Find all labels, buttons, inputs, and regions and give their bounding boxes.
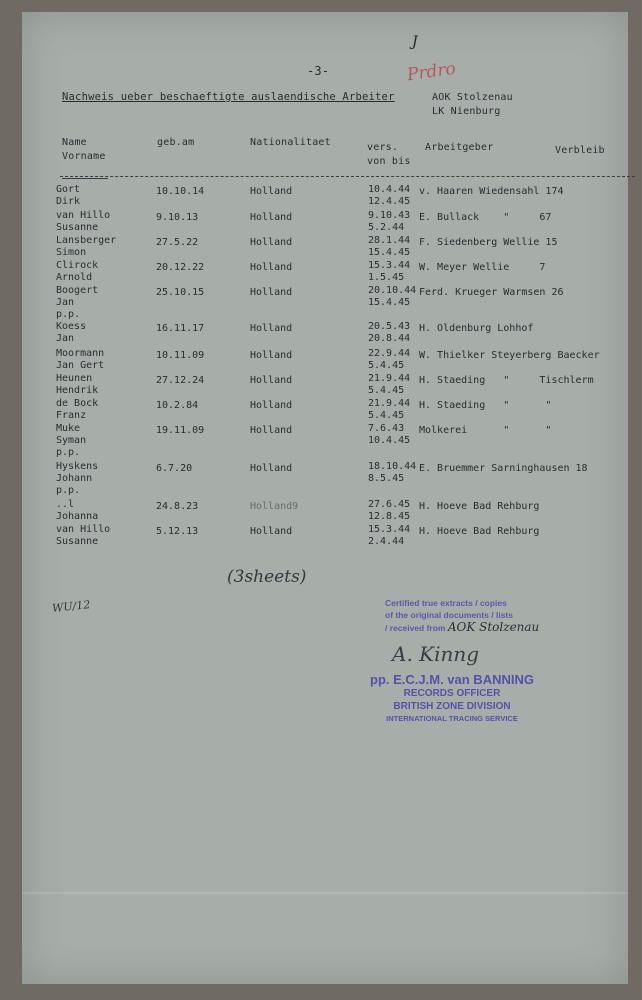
- header-dob: geb.am: [157, 137, 195, 148]
- issuer-line-1: AOK Stolzenau: [432, 92, 513, 103]
- nationality: Holland: [250, 186, 293, 197]
- employer: Ferd. Krueger Warmsen 26: [419, 287, 564, 298]
- date-to: 5.4.45: [368, 385, 405, 396]
- date-from: 20.10.44: [368, 285, 417, 296]
- header-location: Verbleib: [555, 145, 605, 156]
- surname: Koess: [56, 321, 87, 332]
- date-from: 7.6.43: [368, 423, 405, 434]
- employer: W. Meyer Wellie 7: [419, 262, 546, 273]
- birth-date: 10.11.09: [156, 350, 205, 361]
- birth-date: 5.12.13: [156, 526, 199, 537]
- date-to: 5.4.45: [368, 360, 405, 371]
- table-row: [22, 210, 628, 236]
- nationality: Holland: [250, 463, 293, 474]
- employment-dates: [368, 285, 416, 309]
- table-row: [22, 321, 628, 347]
- signature: A. Kinng: [392, 642, 480, 666]
- surname: Clirock: [56, 260, 99, 271]
- officer-name: pp. E.C.J.M. van BANNING: [370, 672, 534, 687]
- birth-date: 25.10.15: [156, 287, 205, 298]
- nationality: Holland: [250, 350, 293, 361]
- pp-note: p.p.: [56, 447, 81, 458]
- nationality: Holland: [250, 212, 293, 223]
- date-from: 15.3.44: [368, 524, 411, 535]
- first-name: Johann: [56, 473, 93, 484]
- birth-date: 27.12.24: [156, 375, 205, 386]
- employment-dates: [368, 373, 410, 397]
- employment-dates: [368, 499, 410, 523]
- birth-date: 10.10.14: [156, 186, 205, 197]
- date-from: 15.3.44: [368, 260, 411, 271]
- issuer-line-2: LK Nienburg: [432, 106, 501, 117]
- employer: H. Oldenburg Lohhof: [419, 323, 534, 334]
- initials-number: 12: [75, 598, 91, 613]
- header-name-label: Name: [62, 137, 87, 148]
- date-to: 20.8.44: [368, 333, 411, 344]
- employment-dates: [368, 321, 410, 345]
- employment-dates: [368, 461, 416, 485]
- employer: E. Bruemmer Sarninghausen 18: [419, 463, 588, 474]
- employer: W. Thielker Steyerberg Baecker: [419, 350, 600, 361]
- employment-dates: [368, 210, 410, 234]
- stamp-handwritten-source: AOK Stolzenau: [447, 620, 540, 634]
- birth-date: 27.5.22: [156, 237, 199, 248]
- employer: v. Haaren Wiedensahl 174: [419, 186, 564, 197]
- birth-date: 9.10.13: [156, 212, 199, 223]
- worker-name: [56, 461, 98, 497]
- date-from: 27.6.45: [368, 499, 411, 510]
- header-employer: Arbeitgeber: [425, 142, 494, 153]
- first-name: Susanne: [56, 536, 99, 547]
- header-underline: [62, 178, 108, 179]
- date-from: 21.9.44: [368, 373, 411, 384]
- date-to: 12.8.45: [368, 511, 411, 522]
- employment-dates: [368, 184, 410, 208]
- birth-date: 16.11.17: [156, 323, 205, 334]
- stamp-line-2: of the original documents / lists: [385, 610, 513, 620]
- surname: Heunen: [56, 373, 93, 384]
- worker-name: [56, 499, 98, 523]
- table-row: [22, 235, 628, 261]
- document-page: [22, 12, 628, 984]
- pen-tick-mark: J: [412, 34, 418, 50]
- header-dates-range-label: von bis: [367, 156, 411, 167]
- nationality: Holland: [250, 237, 293, 248]
- surname: Hyskens: [56, 461, 99, 472]
- officer-division: BRITISH ZONE DIVISION: [393, 701, 511, 712]
- first-name: Johanna: [56, 511, 99, 522]
- employer: H. Hoeve Bad Rehburg: [419, 526, 540, 537]
- birth-date: 10.2.84: [156, 400, 199, 411]
- officer-role: RECORDS OFFICER: [403, 688, 501, 699]
- worker-name: [56, 398, 98, 422]
- stamp-line-3: [385, 621, 539, 634]
- header-nationality: Nationalitaet: [250, 137, 331, 148]
- employer: H. Staeding " ": [419, 400, 552, 411]
- worker-name: [56, 524, 110, 548]
- surname: Muke: [56, 423, 81, 434]
- officer-stamp: [362, 672, 542, 723]
- employment-dates: [368, 423, 410, 447]
- nationality: Holland9: [250, 501, 299, 512]
- table-row: [22, 373, 628, 399]
- first-name: Simon: [56, 247, 87, 258]
- table-row: [22, 285, 628, 320]
- worker-name: [56, 321, 86, 345]
- header-firstname-label: Vorname: [62, 151, 106, 162]
- table-row: [22, 348, 628, 374]
- table-row: [22, 398, 628, 424]
- surname: de Bock: [56, 398, 99, 409]
- date-from: 20.5.43: [368, 321, 411, 332]
- table-row: [22, 461, 628, 496]
- date-to: 2.4.44: [368, 536, 405, 547]
- fold-crease: [22, 892, 628, 894]
- birth-date: 6.7.20: [156, 463, 193, 474]
- worker-name: [56, 184, 80, 208]
- worker-name: [56, 235, 116, 259]
- employer: E. Bullack " 67: [419, 212, 552, 223]
- stamp-line-3-prefix: / received from: [385, 623, 446, 633]
- date-from: 28.1.44: [368, 235, 411, 246]
- nationality: Holland: [250, 287, 293, 298]
- nationality: Holland: [250, 323, 293, 334]
- red-pencil-mark: Prdro: [405, 58, 457, 86]
- officer-service: INTERNATIONAL TRACING SERVICE: [386, 714, 518, 723]
- surname: van Hillo: [56, 524, 111, 535]
- birth-date: 19.11.09: [156, 425, 205, 436]
- date-to: 8.5.45: [368, 473, 405, 484]
- employment-dates: [368, 235, 410, 259]
- date-from: 18.10.44: [368, 461, 417, 472]
- surname: Boogert: [56, 285, 99, 296]
- header-dates-label: vers.: [367, 142, 399, 153]
- first-name: Jan: [56, 297, 75, 308]
- table-row: [22, 524, 628, 550]
- date-to: 15.4.45: [368, 247, 411, 258]
- header-dates: [367, 141, 411, 169]
- worker-name: [56, 260, 98, 284]
- worker-name: [56, 348, 104, 372]
- issuer-block: [432, 91, 513, 119]
- table-row: [22, 499, 628, 525]
- date-to: 5.4.45: [368, 410, 405, 421]
- worker-name: [56, 373, 98, 397]
- nationality: Holland: [250, 526, 293, 537]
- pp-note: p.p.: [56, 485, 81, 496]
- date-to: 15.4.45: [368, 297, 411, 308]
- date-to: 10.4.45: [368, 435, 411, 446]
- first-name: Arnold: [56, 272, 93, 283]
- date-from: 9.10.43: [368, 210, 411, 221]
- table-row: [22, 184, 628, 210]
- first-name: Hendrik: [56, 385, 99, 396]
- surname: van Hillo: [56, 210, 111, 221]
- employment-dates: [368, 524, 410, 548]
- header-name: [62, 136, 106, 164]
- worker-name: [56, 285, 98, 321]
- worker-name: [56, 423, 86, 459]
- sheets-note: (3sheets): [227, 567, 307, 587]
- page-number: -3-: [307, 64, 330, 78]
- first-name: Jan Gert: [56, 360, 105, 371]
- nationality: Holland: [250, 375, 293, 386]
- employment-dates: [368, 348, 410, 372]
- first-name: Susanne: [56, 222, 99, 233]
- employment-dates: [368, 398, 410, 422]
- date-from: 10.4.44: [368, 184, 411, 195]
- employer: Molkerei " ": [419, 425, 552, 436]
- header-divider: [60, 176, 635, 177]
- date-from: 21.9.44: [368, 398, 411, 409]
- first-name: Dirk: [56, 196, 81, 207]
- employer: H. Staeding " Tischlerm: [419, 375, 594, 386]
- table-row: [22, 423, 628, 458]
- surname: Moormann: [56, 348, 105, 359]
- pp-note: p.p.: [56, 309, 81, 320]
- worker-name: [56, 210, 110, 234]
- initials-text: WU/: [51, 599, 77, 615]
- employer: H. Hoeve Bad Rehburg: [419, 501, 540, 512]
- nationality: Holland: [250, 400, 293, 411]
- first-name: Franz: [56, 410, 87, 421]
- document-title: Nachweis ueber beschaeftigte auslaendische Arbeiter: [62, 91, 395, 103]
- surname: ..l: [56, 499, 75, 510]
- employment-dates: [368, 260, 410, 284]
- first-name: Jan: [56, 333, 75, 344]
- stamp-line-1: Certified true extracts / copies: [385, 598, 507, 608]
- table-row: [22, 260, 628, 286]
- nationality: Holland: [250, 425, 293, 436]
- initials-note: [51, 598, 90, 615]
- date-to: 5.2.44: [368, 222, 405, 233]
- nationality: Holland: [250, 262, 293, 273]
- surname: Lansberger: [56, 235, 117, 246]
- birth-date: 24.8.23: [156, 501, 199, 512]
- birth-date: 20.12.22: [156, 262, 205, 273]
- first-name: Syman: [56, 435, 87, 446]
- surname: Gort: [56, 184, 81, 195]
- employer: F. Siedenberg Wellie 15: [419, 237, 558, 248]
- date-to: 12.4.45: [368, 196, 411, 207]
- date-to: 1.5.45: [368, 272, 405, 283]
- date-from: 22.9.44: [368, 348, 411, 359]
- certification-stamp: [385, 597, 539, 634]
